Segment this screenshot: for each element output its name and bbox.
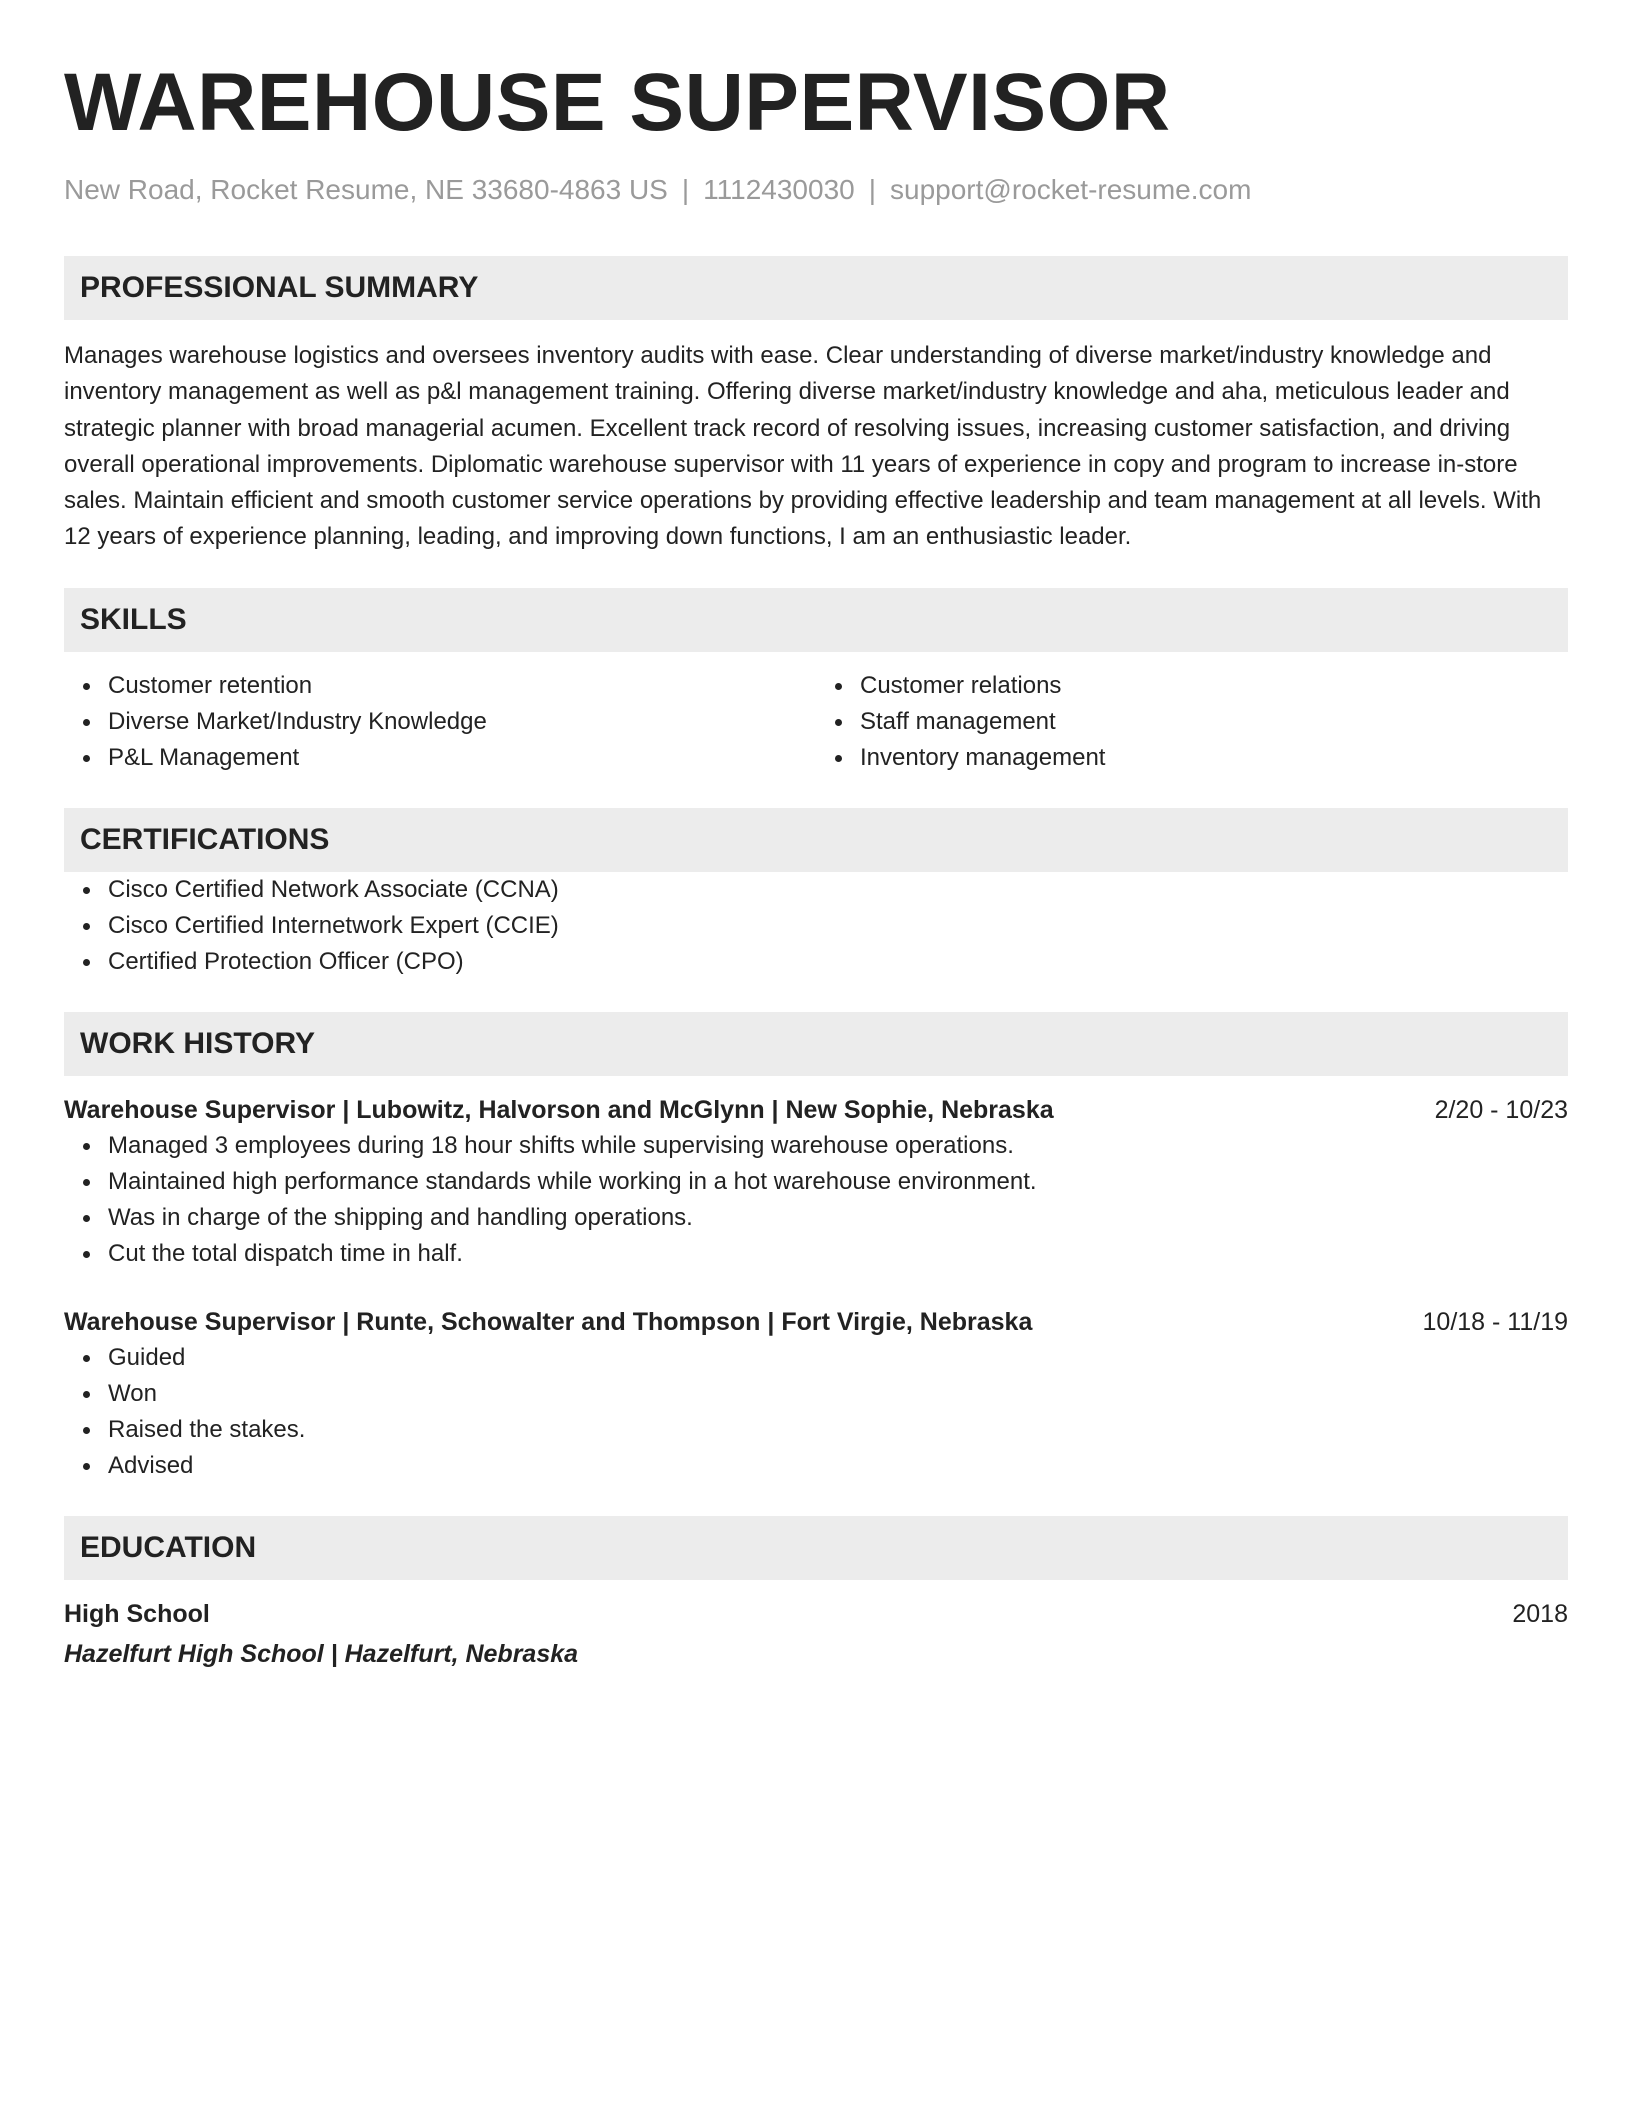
job-title: Warehouse Supervisor | Runte, Schowalter and Thompson | Fort Virgie, Nebraska — [64, 1307, 1033, 1336]
contact-line — [64, 174, 1568, 206]
skills-list-right — [816, 668, 1568, 776]
certification-item: Cisco Certified Network Associate (CCNA) — [108, 872, 1568, 908]
skill-item: Inventory management — [860, 740, 1568, 776]
skill-item: Staff management — [860, 704, 1568, 740]
skill-item: Customer retention — [108, 668, 816, 704]
section-header-summary: PROFESSIONAL SUMMARY — [64, 256, 1568, 320]
contact-email: support@rocket-resume.com — [890, 174, 1252, 205]
contact-separator: | — [681, 174, 690, 205]
job-bullet: Won — [108, 1376, 1568, 1412]
job-bullet: Was in charge of the shipping and handling operations. — [108, 1200, 1568, 1236]
job-bullet: Raised the stakes. — [108, 1412, 1568, 1448]
certifications-list — [64, 872, 1568, 980]
contact-phone: 1112430030 — [703, 174, 855, 205]
skill-item: P&L Management — [108, 740, 816, 776]
job-bullet: Maintained high performance standards while working in a hot warehouse environment. — [108, 1164, 1568, 1200]
skills-column-right — [816, 668, 1568, 776]
education-header — [64, 1596, 1568, 1632]
skill-item: Diverse Market/Industry Knowledge — [108, 704, 816, 740]
job-bullets — [64, 1340, 1568, 1484]
job-header — [64, 1304, 1568, 1340]
job-bullet: Cut the total dispatch time in half. — [108, 1236, 1568, 1272]
job-entry — [64, 1304, 1568, 1484]
job-bullet: Guided — [108, 1340, 1568, 1376]
section-header-education: EDUCATION — [64, 1516, 1568, 1580]
education-year: 2018 — [1512, 1599, 1568, 1628]
job-header — [64, 1092, 1568, 1128]
certification-item: Cisco Certified Internetwork Expert (CCIE) — [108, 908, 1568, 944]
skills-list-left — [64, 668, 816, 776]
job-dates: 2/20 - 10/23 — [1434, 1095, 1568, 1124]
job-bullets — [64, 1128, 1568, 1272]
job-title: Warehouse Supervisor | Lubowitz, Halvorson and McGlynn | New Sophie, Nebraska — [64, 1095, 1054, 1124]
resume-name: WAREHOUSE SUPERVISOR — [64, 57, 1171, 148]
job-bullet: Advised — [108, 1448, 1568, 1484]
education-entry — [64, 1596, 1568, 1672]
job-entry — [64, 1092, 1568, 1272]
section-header-certifications: CERTIFICATIONS — [64, 808, 1568, 872]
skills-grid — [64, 668, 1568, 776]
job-bullet: Managed 3 employees during 18 hour shifts while supervising warehouse operations. — [108, 1128, 1568, 1164]
section-header-work-history: WORK HISTORY — [64, 1012, 1568, 1076]
contact-address: New Road, Rocket Resume, NE 33680-4863 US — [64, 174, 668, 205]
certification-item: Certified Protection Officer (CPO) — [108, 944, 1568, 980]
contact-separator: | — [868, 174, 876, 205]
skills-column-left — [64, 668, 816, 776]
skill-item: Customer relations — [860, 668, 1568, 704]
summary-text: Manages warehouse logistics and oversees inventory audits with ease. Clear understanding of diverse market/industry knowledge and inventory management as well as p&l management training. Offering diverse market/industry knowledge and aha, meticulous leader and strategic planner with broad managerial acumen. Excellent track record of resolving issues, increasing customer satisfaction, and driving overall operational improvements. Diplomatic warehouse supervisor with 11 years of experience in copy and program to increase in-store sales. Maintain efficient and smooth customer service operations by providing effective leadership and team management at all levels. With 12 years of experience planning, leading, and improving down functions, I am an enthusiastic leader. — [64, 342, 1542, 551]
job-dates: 10/18 - 11/19 — [1422, 1307, 1568, 1336]
education-school: Hazelfurt High School | Hazelfurt, Nebraska — [64, 1639, 579, 1668]
section-header-skills: SKILLS — [64, 588, 1568, 652]
education-degree: High School — [64, 1599, 210, 1628]
